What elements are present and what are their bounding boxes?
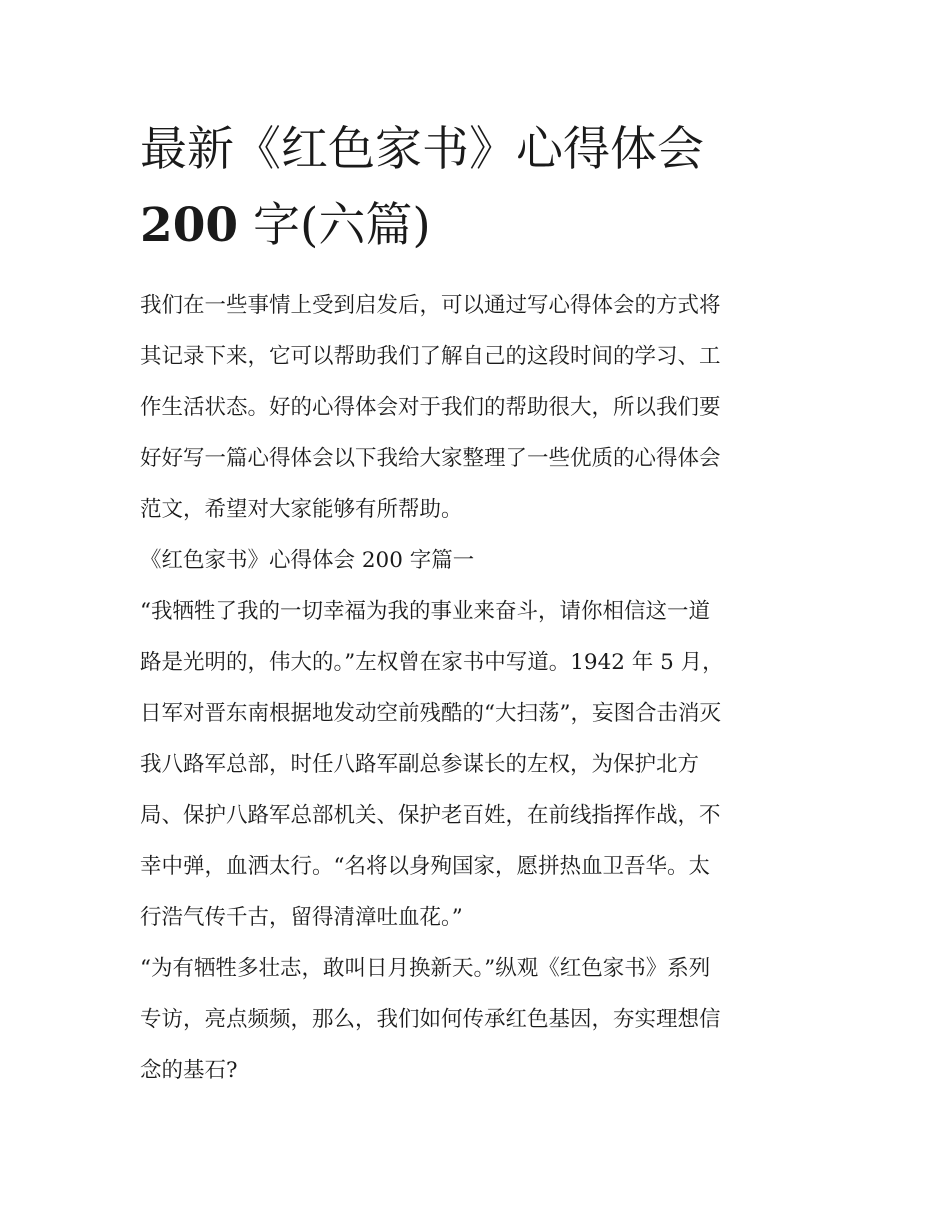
paragraph-line: “我牺牲了我的一切幸福为我的事业来奋斗，请你相信这一道 [140, 599, 710, 624]
section-heading: 《红色家书》心得体会 200 字篇一 [140, 548, 475, 573]
paragraph-line: 行浩气传千古，留得清漳吐血花。” [140, 905, 463, 930]
paragraph-one [140, 586, 812, 943]
paragraph-line: 我八路军总部，时任八路军副总参谋长的左权，为保护北方 [140, 752, 700, 777]
title-main: 最新《红色家书》心得体会 [140, 122, 704, 177]
title-number: 200 [140, 198, 239, 253]
paragraph-two [140, 943, 812, 1096]
document-body [140, 280, 812, 1096]
paragraph-line: 日军对晋东南根据地发动空前残酷的“大扫荡”，妄图合击消灭 [140, 701, 721, 726]
intro-line: 其记录下来，它可以帮助我们了解自己的这段时间的学习、工 [140, 344, 721, 369]
intro-paragraph [140, 280, 812, 535]
paragraph-line: 专访，亮点频频，那么，我们如何传承红色基因，夯实理想信 [140, 1007, 721, 1032]
intro-line: 范文，希望对大家能够有所帮助。 [140, 497, 463, 522]
paragraph-line: 局、保护八路军总部机关、保护老百姓，在前线指挥作战，不 [140, 803, 721, 828]
intro-line: 我们在一些事情上受到启发后，可以通过写心得体会的方式将 [140, 293, 721, 318]
intro-line: 好好写一篇心得体会以下我给大家整理了一些优质的心得体会 [140, 446, 721, 471]
paragraph-line: 路是光明的，伟大的。”左权曾在家书中写道。1942 年 5 月， [140, 650, 724, 675]
paragraph-line: 念的基石? [140, 1058, 238, 1083]
paragraph-line: “为有牺牲多壮志，敢叫日月换新天。”纵观《红色家书》系列 [140, 956, 711, 981]
intro-line: 作生活状态。好的心得体会对于我们的帮助很大，所以我们要 [140, 395, 721, 420]
document-title [140, 112, 820, 264]
title-suffix: 字(六篇) [238, 198, 431, 253]
paragraph-line: 幸中弹，血洒太行。“名将以身殉国家，愿拼热血卫吾华。太 [140, 854, 710, 879]
